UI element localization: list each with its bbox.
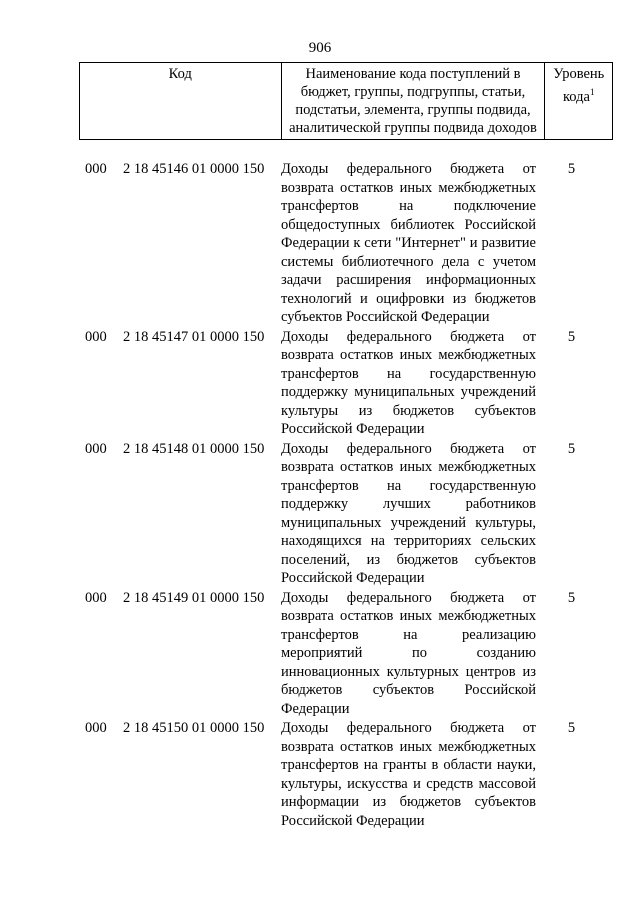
- table-row: [79, 719, 613, 830]
- page-number: 906: [308, 40, 332, 56]
- header-code-label: Код: [168, 66, 192, 82]
- admin-code: 000: [85, 161, 107, 177]
- revenue-name: Доходы федерального бюджета от возврата остатков иных межбюджетных трансфертов на реализацию мероприятий по созданию инновационных культурных центров из бюджетов субъектов Российской Федерации: [281, 589, 536, 717]
- header-level-label: Уровень кода: [553, 66, 605, 105]
- admin-code: 000: [85, 440, 107, 457]
- table-row: [79, 160, 613, 327]
- code-level: 5: [567, 161, 576, 177]
- code-level: 5: [567, 589, 576, 606]
- table-row: [79, 440, 613, 588]
- header-name-label: Наименование кода поступлений в бюджет, группы, подгруппы, статьи, подстатьи, элемента, группы подвида, аналитической группы подвида доходов: [289, 66, 537, 136]
- revenue-code: 2 18 45147 01 0000 150: [123, 328, 265, 345]
- admin-code: 000: [85, 720, 107, 736]
- revenue-name: Доходы федерального бюджета от возврата остатков иных межбюджетных трансфертов на государственную поддержку муниципальных учреждений культуры из бюджетов субъектов Российской Федерации: [281, 328, 536, 437]
- revenue-code: 2 18 45149 01 0000 150: [123, 589, 265, 606]
- revenue-name: Доходы федерального бюджета от возврата остатков иных межбюджетных трансфертов на государственную поддержку лучших работников муниципальных учреждений культуры, находящихся на территориях сельских поселений, из бюджетов субъектов Российской Федерации: [281, 440, 536, 586]
- code-level: 5: [567, 328, 576, 345]
- revenue-name: Доходы федерального бюджета от возврата остатков иных межбюджетных трансфертов на гранты в области науки, культуры, искусства и средств массовой информации из бюджетов субъектов Российской Федерации: [281, 720, 536, 829]
- admin-code: 000: [85, 328, 107, 345]
- revenue-code: 2 18 45150 01 0000 150: [123, 720, 265, 736]
- revenue-code: 2 18 45146 01 0000 150: [123, 161, 265, 177]
- table-row: [79, 589, 613, 719]
- table-row: [79, 328, 613, 439]
- code-level: 5: [567, 720, 576, 736]
- header-level: [545, 63, 613, 140]
- admin-code: 000: [85, 589, 107, 606]
- revenue-code: 2 18 45148 01 0000 150: [123, 440, 265, 457]
- table-header: [79, 62, 613, 140]
- footnote-mark: 1: [589, 87, 595, 97]
- code-level: 5: [567, 440, 576, 457]
- revenue-name: Доходы федерального бюджета от возврата остатков иных межбюджетных трансфертов на подключение общедоступных библиотек Российской Федерации к сети "Интернет" и развитие системы библиотечного дела с учетом задачи расширения информационных технологий и оцифровки из бюджетов субъектов Российской Федерации: [281, 161, 536, 325]
- header-name: [281, 63, 545, 140]
- table-body: [79, 160, 613, 830]
- header-code: [80, 63, 282, 140]
